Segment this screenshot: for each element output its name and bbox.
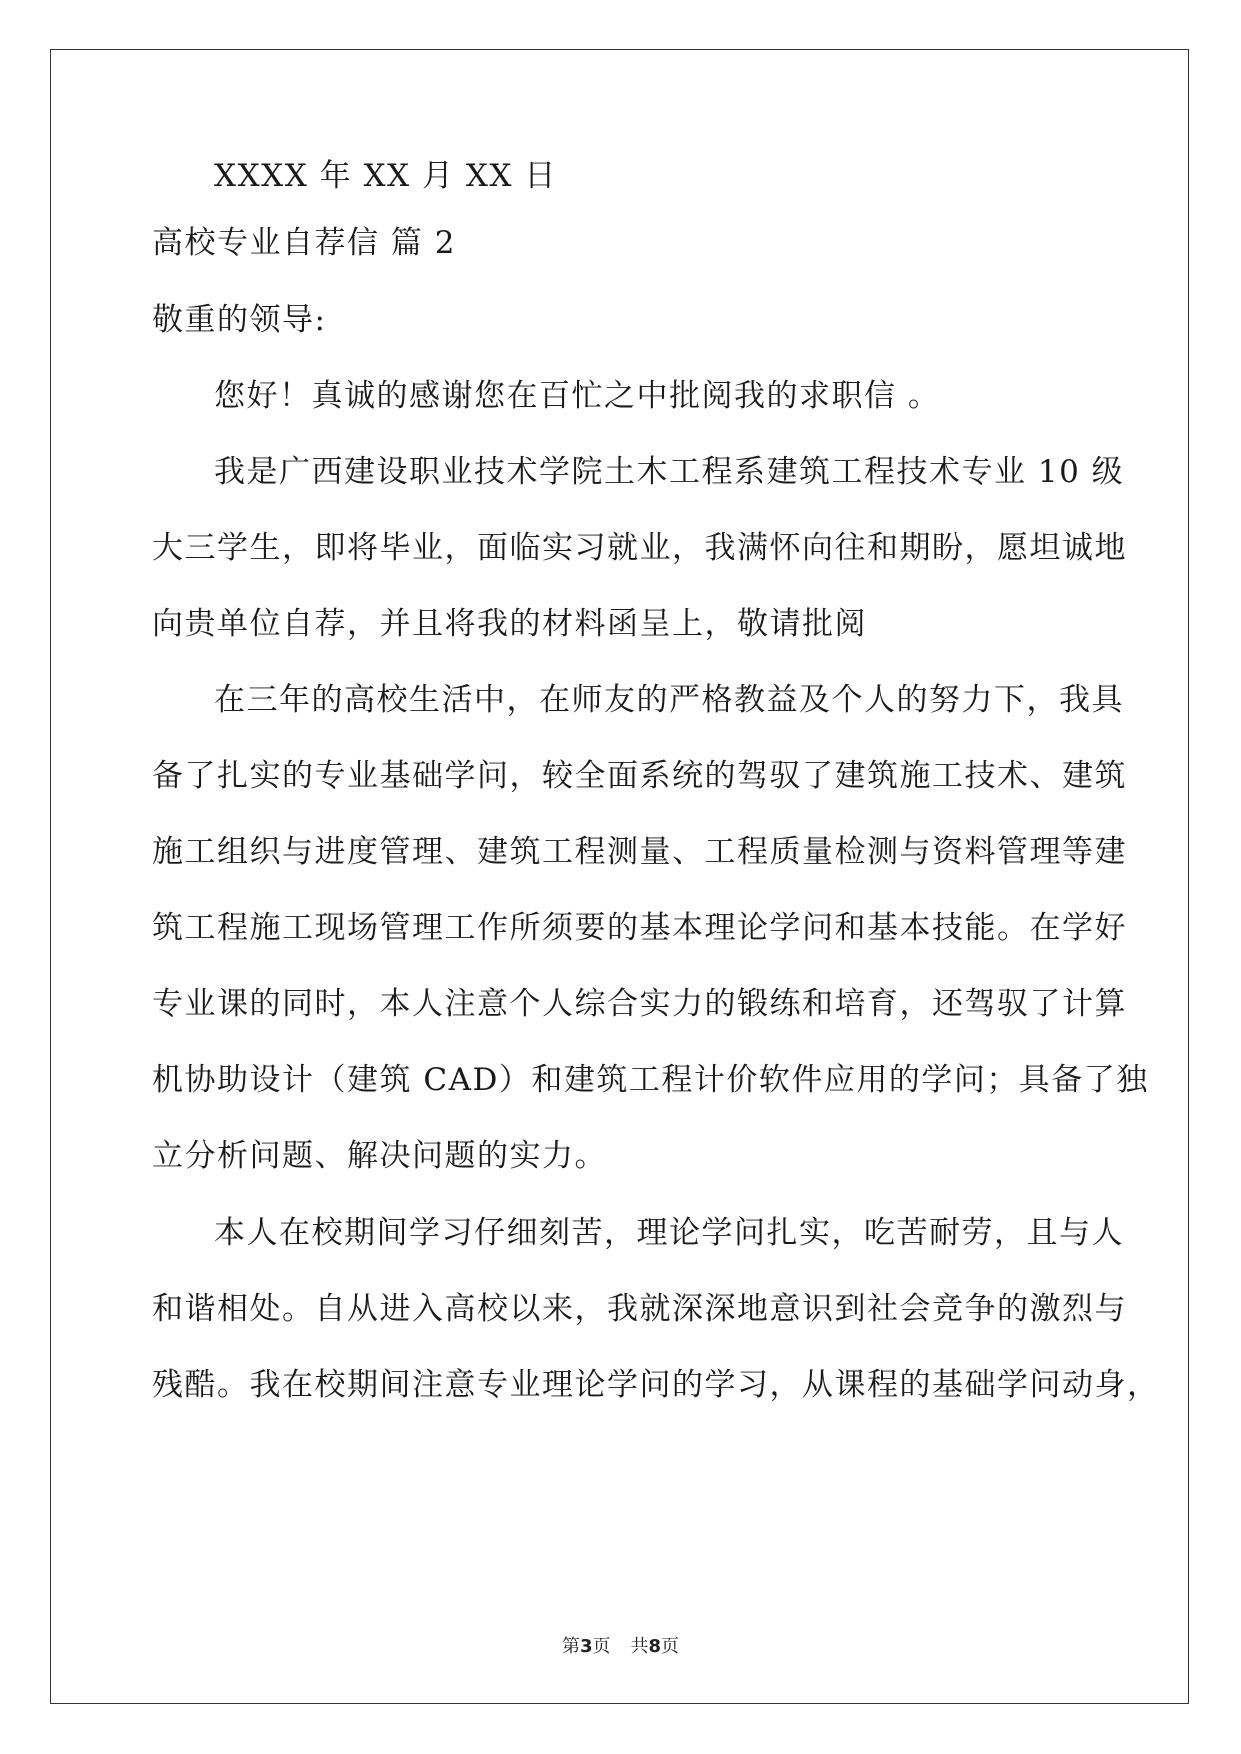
total-suffix: 页 <box>661 1636 680 1657</box>
total-prefix: 共 <box>630 1636 649 1657</box>
page-suffix: 页 <box>592 1636 611 1657</box>
salutation: 敬重的领导: <box>152 302 327 338</box>
paragraph-line: 本人在校期间学习仔细刻苦，理论学问扎实，吃苦耐劳，且与人 <box>214 1215 1124 1251</box>
section-title: 高校专业自荐信 篇 2 <box>152 225 456 261</box>
paragraph-line: 机协助设计（建筑 CAD）和建筑工程计价软件应用的学问；具备了独 <box>152 1062 1149 1098</box>
page-current: 3 <box>579 1636 593 1657</box>
paragraph-line: 备了扎实的专业基础学问，较全面系统的驾驭了建筑施工技术、建筑 <box>152 758 1127 794</box>
paragraph-line: 我是广西建设职业技术学院土木工程系建筑工程技术专业 10 级 <box>214 454 1125 490</box>
page-total: 8 <box>648 1636 662 1657</box>
paragraph-line: 筑工程施工现场管理工作所须要的基本理论学问和基本技能。在学好 <box>152 910 1127 946</box>
paragraph-line: 立分析问题、解决问题的实力。 <box>152 1138 607 1174</box>
paragraph-line: 专业课的同时，本人注意个人综合实力的锻练和培育，还驾驭了计算 <box>152 986 1127 1022</box>
paragraph-line: 施工组织与进度管理、建筑工程测量、工程质量检测与资料管理等建 <box>152 834 1127 870</box>
page-border <box>50 49 1189 1704</box>
paragraph-line: 在三年的高校生活中，在师友的严格教益及个人的努力下，我具 <box>214 682 1124 718</box>
paragraph-line: 残酷。我在校期间注意专业理论学问的学习，从课程的基础学问动身， <box>152 1367 1160 1403</box>
paragraph-line: 大三学生，即将毕业，面临实习就业，我满怀向往和期盼，愿坦诚地 <box>152 530 1127 566</box>
paragraph-line: 和谐相处。自从进入高校以来，我就深深地意识到社会竞争的激烈与 <box>152 1291 1127 1327</box>
paragraph-line: 向贵单位自荐，并且将我的材料函呈上，敬请批阅 <box>152 606 867 642</box>
paragraph-line: 您好！真诚的感谢您在百忙之中批阅我的求职信 。 <box>214 378 941 414</box>
date-line: XXXX 年 XX 月 XX 日 <box>214 158 557 194</box>
page-prefix: 第 <box>561 1636 580 1657</box>
page-footer <box>0 1636 1241 1658</box>
